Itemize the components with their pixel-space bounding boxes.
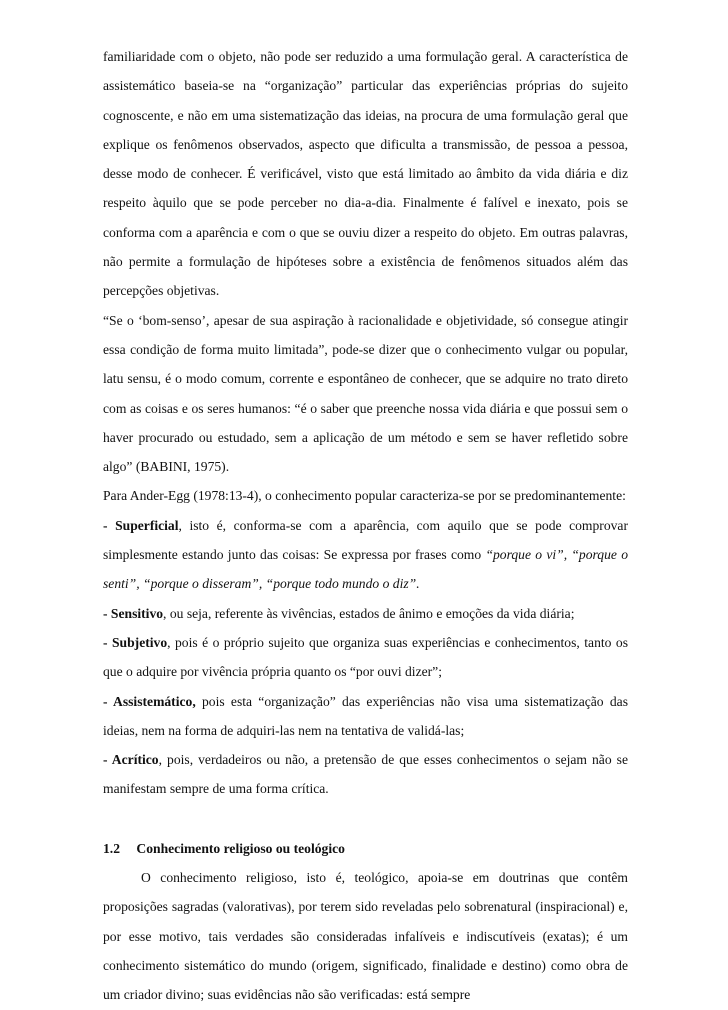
text-run: , isto é, conforma-se com a aparência, com aquilo que se pode comprovar simplesmente estando junto das coisas: Se expressa por frases como <box>103 517 628 563</box>
text-run: familiaridade com o objeto, não pode ser reduzido a uma formulação geral. A característica de assistemático baseia-se na “organização” particular das experiências próprias do sujeito cognoscente, e não em uma sistematização das ideias, na procura de uma formulação geral que explique os fenômenos observados, aspecto que dificulta a transmissão, de pessoa a pessoa, desse modo de conhecer. É verificável, visto que está limitado ao âmbito da vida diária e diz respeito àquilo que se pode perceber no dia-a-dia. Finalmente é falível e inexato, pois se conforma com a aparência e com o que se ouviu dizer a respeito do objeto. Em outras palavras, não permite a formulação de hipóteses sobre a existência de fenômenos situados além das percepções objetivas. <box>103 49 628 299</box>
paragraph <box>103 42 628 306</box>
paragraph-list <box>103 42 628 804</box>
paragraph <box>103 599 628 628</box>
section-title: Conhecimento religioso ou teológico <box>136 840 345 856</box>
text-run: , pois é o próprio sujeito que organiza suas experiências e conhecimentos, tanto os que o adquire por vivência própria quanto os “por ouvi dizer”; <box>103 634 628 680</box>
section-paragraph: O conhecimento religioso, isto é, teológico, apoia-se em doutrinas que contêm proposições sagradas (valorativas), por terem sido reveladas pelo sobrenatural (inspiracional) e, por esse motivo, tais verdades são consideradas infalíveis e indiscutíveis (exatas); é um conhecimento sistemático do mundo (origem, significado, finalidade e destino) como obra de um criador divino; suas evidências não são verificadas: está sempre <box>103 870 628 1003</box>
bold-term: - Sensitivo <box>103 605 164 621</box>
section-number: 1.2 <box>103 840 120 856</box>
text-run: , pois, verdadeiros ou não, a pretensão de que esses conhecimentos o sejam não se manifestam sempre de uma forma crítica. <box>103 752 628 797</box>
bold-term: - Superficial <box>103 517 179 533</box>
paragraph <box>103 481 628 510</box>
text-run: Para Ander-Egg (1978:13-4), o conhecimento popular caracteriza-se por se predominantemente: <box>103 488 626 504</box>
italic-quote: “porque o vi”, “porque o senti”, “porque o disseram”, “porque todo mundo o diz”. <box>103 547 629 592</box>
section-heading <box>103 834 628 863</box>
paragraph <box>103 628 628 687</box>
text-run: , ou seja, referente às vivências, estados de ânimo e emoções da vida diária; <box>163 605 575 621</box>
paragraph <box>103 511 628 599</box>
paragraph <box>103 306 628 482</box>
text-run: “Se o ‘bom-senso’, apesar de sua aspiração à racionalidade e objetividade, só consegue atingir essa condição de forma muito limitada”, pode-se dizer que o conhecimento vulgar ou popular, latu sensu, é o modo comum, corrente e espontâneo de conhecer, que se adquire no trato direto com as coisas e os seres humanos: “é o saber que preenche nossa vida diária e que possui sem o haver procurado ou estudado, sem a aplicação de um método e sem se haver refletido sobre algo” (BABINI, 1975). <box>103 312 628 475</box>
section-gap <box>103 804 628 834</box>
text-run: pois esta “organização” das experiências não visa uma sistematização das ideias, nem na forma de adquiri-las nem na tentativa de validá-las; <box>103 693 628 738</box>
bold-term: - Subjetivo <box>103 634 168 650</box>
page-body <box>103 42 628 1010</box>
bold-term: - Assistemático, <box>103 693 196 709</box>
bold-term: - Acrítico <box>103 752 159 768</box>
paragraph <box>103 687 628 746</box>
paragraph <box>103 745 628 804</box>
